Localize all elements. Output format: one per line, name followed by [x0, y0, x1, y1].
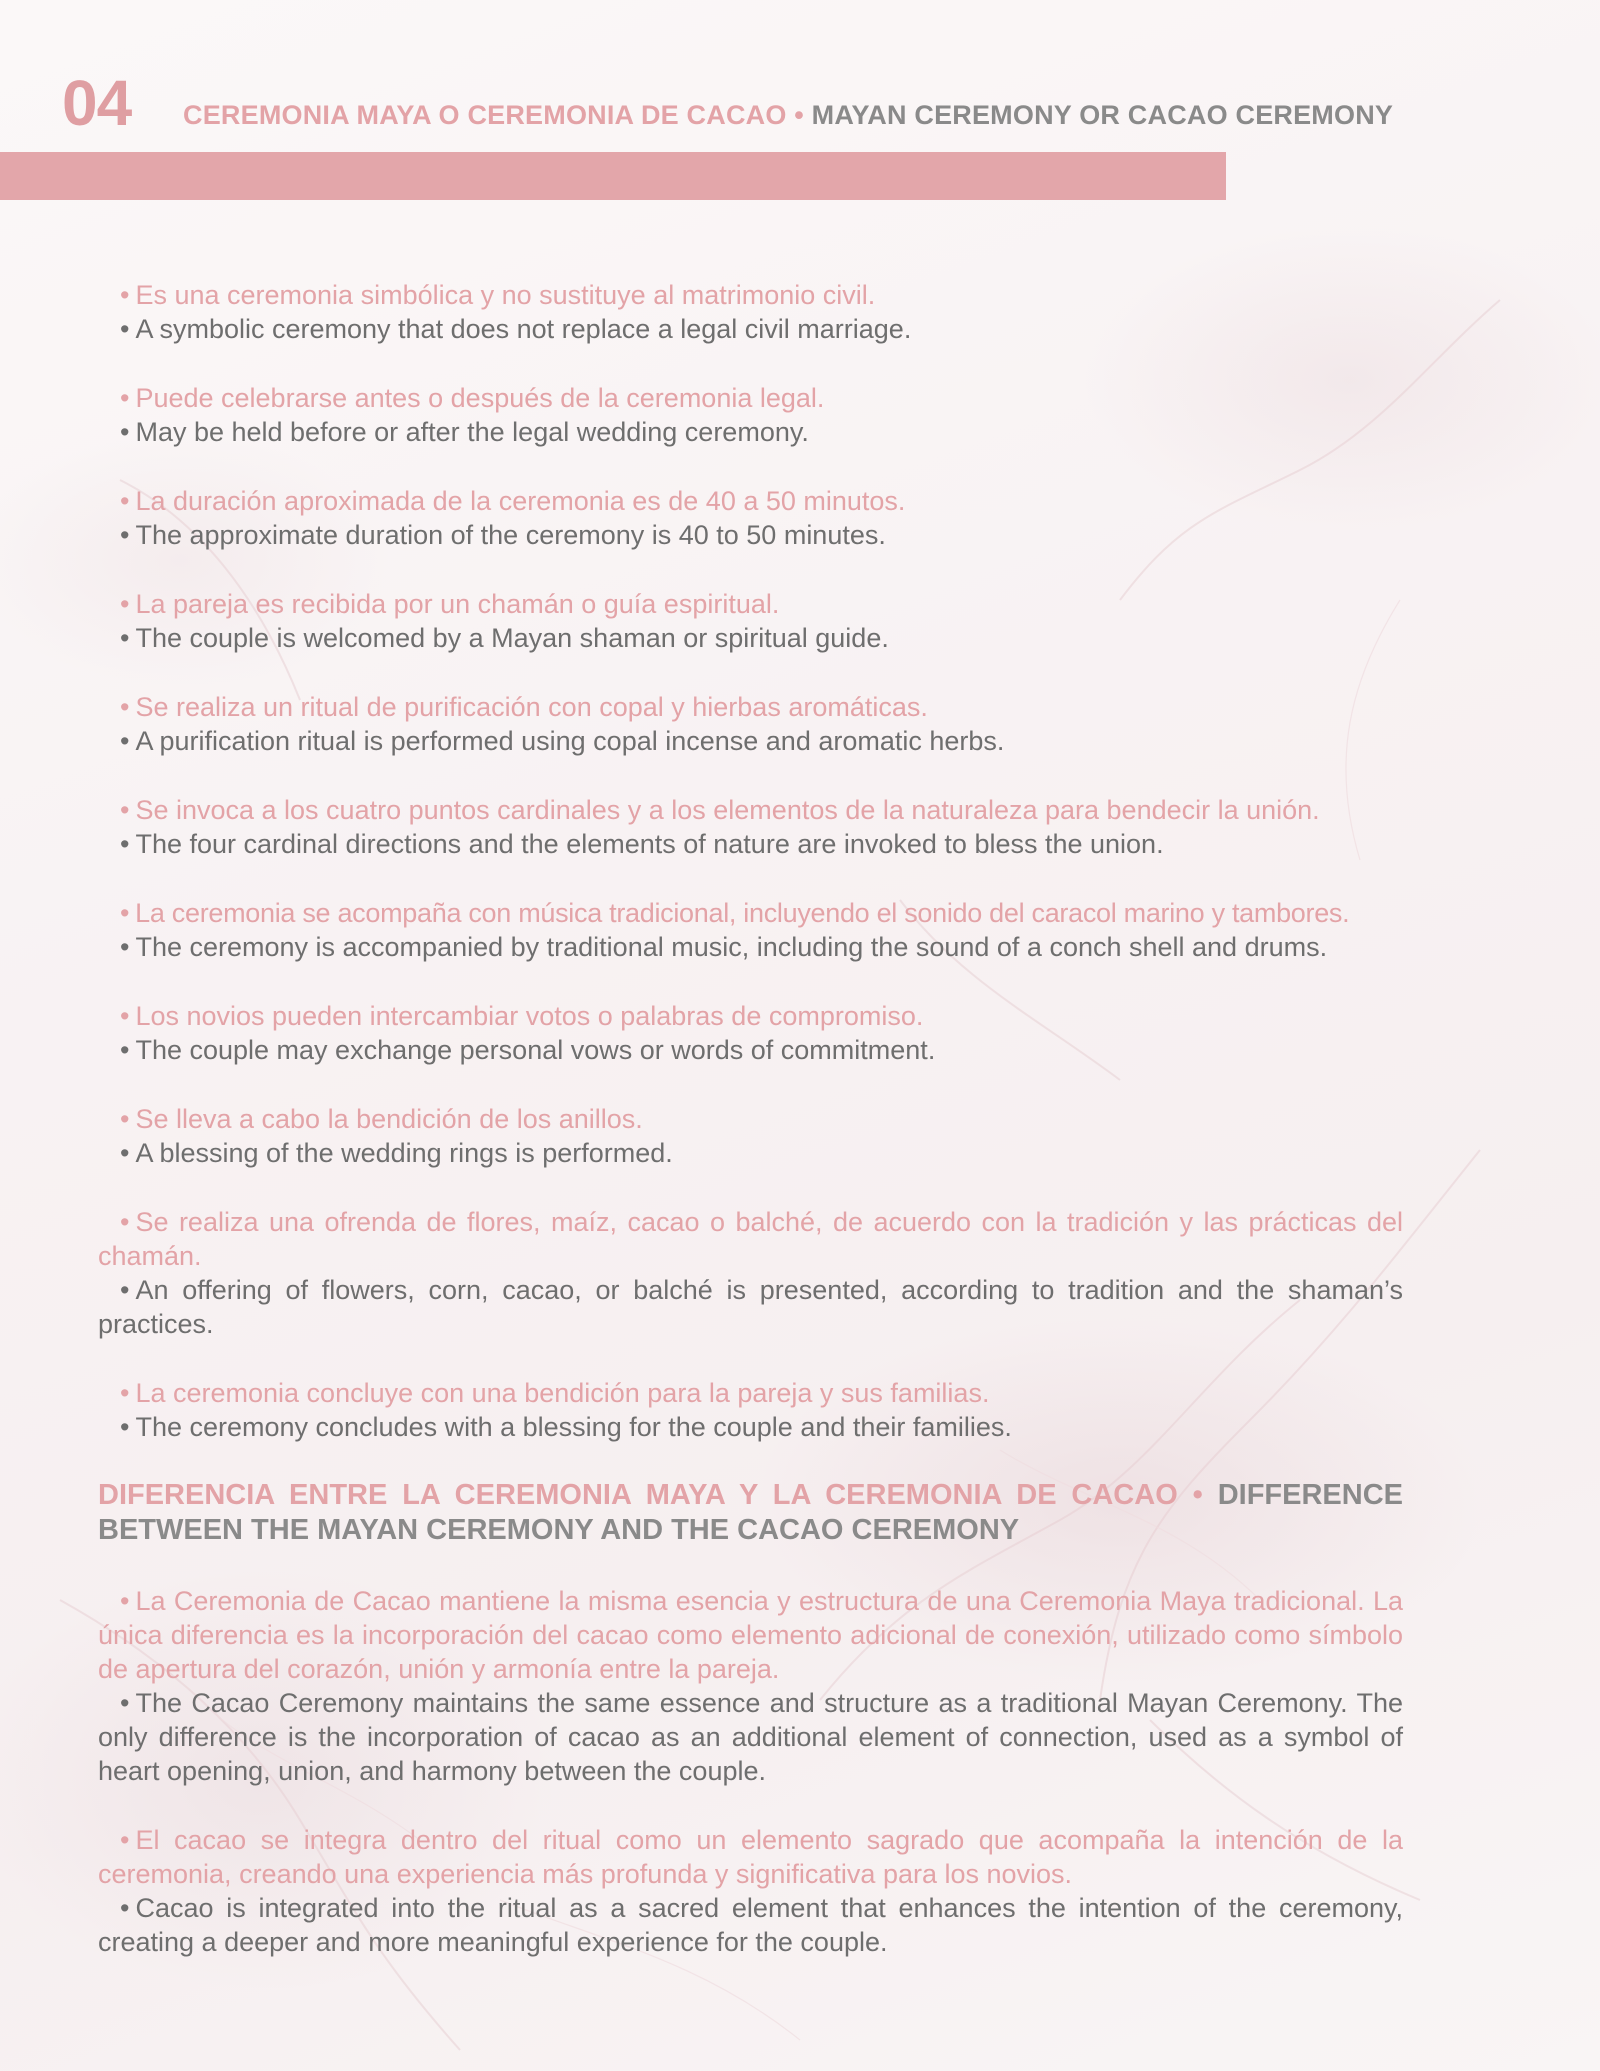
bullet: • [120, 726, 130, 756]
bullet: • [120, 1035, 130, 1065]
item-english: The ceremony is accompanied by traditional music, including the sound of a conch shell and drums. [135, 932, 1328, 962]
difference-paragraph [0, 1823, 1403, 1959]
list-item-offering [0, 1205, 1403, 1341]
page-number: 04 [62, 67, 132, 139]
item-spanish: Se invoca a los cuatro puntos cardinales y a los elementos de la naturaleza para bendecir la unión. [135, 795, 1320, 825]
list-item [0, 1102, 1600, 1170]
item-english: A blessing of the wedding rings is performed. [135, 1138, 673, 1168]
paragraph-english: Cacao is integrated into the ritual as a sacred element that enhances the intention of the ceremony, creating a deeper and more meaningful experience for the couple. [98, 1893, 1403, 1957]
bullet: • [120, 795, 130, 825]
item-spanish: La ceremonia concluye con una bendición para la pareja y sus familias. [135, 1378, 990, 1408]
bullet: • [120, 1412, 130, 1442]
bullet: • [120, 1378, 130, 1408]
item-spanish: Es una ceremonia simbólica y no sustituye al matrimonio civil. [135, 280, 876, 310]
bullet: • [120, 1001, 130, 1031]
heading-spanish: DIFERENCIA ENTRE LA CEREMONIA MAYA Y LA CEREMONIA DE CACAO [98, 1479, 1178, 1511]
bullet: • [120, 1586, 130, 1616]
item-english: The ceremony concludes with a blessing for the couple and their families. [135, 1412, 1012, 1442]
list-item [0, 999, 1600, 1067]
list-item [0, 896, 1600, 964]
bullet: • [120, 829, 130, 859]
item-english: The couple is welcomed by a Mayan shaman or spiritual guide. [135, 623, 889, 653]
item-english: A purification ritual is performed using copal incense and aromatic herbs. [135, 726, 1005, 756]
bullet: • [120, 1207, 130, 1237]
item-english: The approximate duration of the ceremony is 40 to 50 minutes. [135, 520, 886, 550]
bullet: • [120, 623, 130, 653]
difference-paragraph [0, 1584, 1403, 1788]
paragraph-spanish: La Ceremonia de Cacao mantiene la misma esencia y estructura de una Ceremonia Maya tradicional. La única diferencia es la incorporación del cacao como elemento adicional de conexión, utilizado como símbolo de apertura del corazón, unión y armonía entre la pareja. [98, 1586, 1403, 1684]
item-english: The couple may exchange personal vows or words of commitment. [135, 1035, 936, 1065]
list-item [0, 278, 1600, 346]
content [0, 278, 1600, 1994]
item-spanish: La ceremonia se acompaña con música tradicional, incluyendo el sonido del caracol marino y tambores. [135, 898, 1350, 928]
bullet: • [120, 280, 130, 310]
bullet: • [120, 417, 130, 447]
list-item [0, 690, 1600, 758]
bullet: • [120, 1104, 130, 1134]
list-item-closing [0, 1376, 1600, 1444]
bullet: • [120, 1138, 130, 1168]
bullet: • [120, 1893, 130, 1923]
title-english: MAYAN CEREMONY OR CACAO CEREMONY [811, 100, 1394, 130]
bullet: • [120, 932, 130, 962]
heading-separator: • [1177, 1479, 1218, 1511]
item-spanish: Puede celebrarse antes o después de la ceremonia legal. [135, 383, 825, 413]
header-accent-bar [0, 152, 1226, 200]
bullet: • [120, 898, 130, 928]
item-spanish: Se realiza una ofrenda de flores, maíz, cacao o balché, de acuerdo con la tradición y las prácticas del chamán. [98, 1207, 1403, 1271]
bullet: • [120, 520, 130, 550]
item-spanish: Se lleva a cabo la bendición de los anillos. [135, 1104, 643, 1134]
difference-heading [0, 1478, 1403, 1548]
paragraph-english: The Cacao Ceremony maintains the same essence and structure as a traditional Mayan Ceremony. The only difference is the incorporation of cacao as an additional element of connection, used as a symbol of heart opening, union, and harmony between the couple. [98, 1688, 1403, 1786]
bullet: • [120, 1825, 130, 1855]
bullet: • [120, 486, 130, 516]
list-item [0, 484, 1600, 552]
page-header [0, 0, 1600, 210]
item-english: An offering of flowers, corn, cacao, or balché is presented, according to tradition and the shaman’s practices. [98, 1275, 1403, 1339]
list-item [0, 381, 1600, 449]
heading-english: DIFFERENCE BETWEEN THE MAYAN CEREMONY AND THE CACAO CEREMONY [98, 1479, 1403, 1546]
item-spanish: Se realiza un ritual de purificación con copal y hierbas aromáticas. [135, 692, 928, 722]
item-english: May be held before or after the legal wedding ceremony. [135, 417, 809, 447]
bullet: • [120, 314, 130, 344]
bullet: • [120, 1688, 130, 1718]
bullet: • [120, 589, 130, 619]
page-title [183, 100, 1393, 131]
item-spanish: Los novios pueden intercambiar votos o palabras de compromiso. [135, 1001, 924, 1031]
bullet: • [120, 1275, 130, 1305]
title-separator: • [786, 100, 812, 130]
title-spanish: CEREMONIA MAYA O CEREMONIA DE CACAO [183, 100, 787, 130]
item-spanish: La duración aproximada de la ceremonia es de 40 a 50 minutos. [135, 486, 906, 516]
list-item [0, 587, 1600, 655]
paragraph-spanish: El cacao se integra dentro del ritual como un elemento sagrado que acompaña la intención de la ceremonia, creando una experiencia más profunda y significativa para los novios. [98, 1825, 1403, 1889]
item-spanish: La pareja es recibida por un chamán o guía espiritual. [135, 589, 780, 619]
list-item [0, 793, 1600, 861]
bullet: • [120, 383, 130, 413]
bullet: • [120, 692, 130, 722]
item-english: A symbolic ceremony that does not replace a legal civil marriage. [135, 314, 912, 344]
item-english: The four cardinal directions and the elements of nature are invoked to bless the union. [135, 829, 1164, 859]
details-list [0, 278, 1600, 1170]
